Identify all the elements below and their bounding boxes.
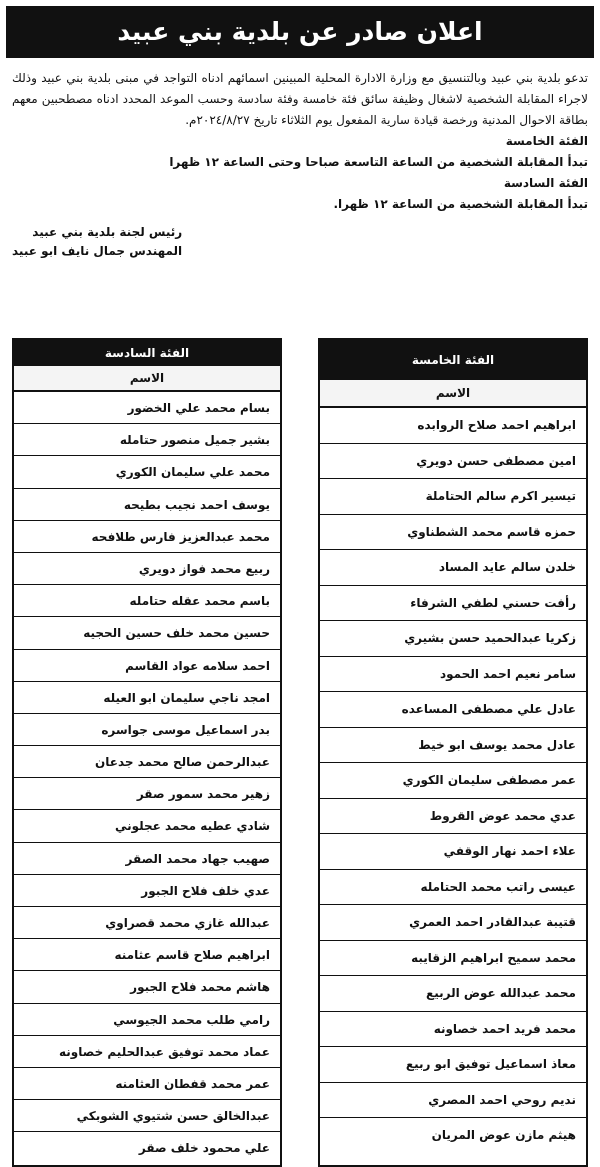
table-row: ابراهيم احمد صلاح الروابده bbox=[320, 408, 586, 444]
table-row: احمد سلامه عواد القاسم bbox=[14, 650, 280, 682]
table-row: حمزه قاسم محمد الشطناوي bbox=[320, 515, 586, 551]
table-row: عدي محمد عوض القروط bbox=[320, 799, 586, 835]
table-row: عادل علي مصطفى المساعده bbox=[320, 692, 586, 728]
table-row: شادي عطيه محمد عجلوني bbox=[14, 810, 280, 842]
table-sixth-column-header: الاسم bbox=[14, 366, 280, 392]
table-row: هيثم مازن عوض المريان bbox=[431, 1128, 576, 1142]
table-row: بشير جميل منصور حتامله bbox=[14, 424, 280, 456]
table-row: رأفت حسني لطفي الشرفاء bbox=[320, 586, 586, 622]
table-row: باسم محمد عقله حتامله bbox=[14, 585, 280, 617]
table-row: هاشم محمد فلاح الجبور bbox=[14, 971, 280, 1003]
table-row: محمد عبدالعزيز فارس طلافحه bbox=[14, 521, 280, 553]
table-row: زهير محمد سمور صقر bbox=[14, 778, 280, 810]
table-row: عدي خلف فلاح الجبور bbox=[14, 875, 280, 907]
table-row: رامي طلب محمد الجيوسي bbox=[14, 1004, 280, 1036]
table-row: معاذ اسماعيل توفيق ابو ربيع bbox=[320, 1047, 586, 1083]
table-row: عمر مصطفى سليمان الكوري bbox=[320, 763, 586, 799]
table-row: ربيع محمد فواز دويري bbox=[14, 553, 280, 585]
table-row: يوسف احمد نجيب بطيحه bbox=[14, 489, 280, 521]
table-row: صهيب جهاد محمد الصقر bbox=[14, 843, 280, 875]
table-row: امين مصطفى حسن دويري bbox=[320, 444, 586, 480]
table-row: عبدالله غازي محمد قصراوي bbox=[14, 907, 280, 939]
table-row: امجد ناجي سليمان ابو العيله bbox=[14, 682, 280, 714]
table-row: نديم روحي احمد المصري bbox=[320, 1083, 586, 1119]
table-row: عبدالخالق حسن شتيوي الشوبكي bbox=[14, 1100, 280, 1132]
table-row: محمد علي سليمان الكوري bbox=[14, 456, 280, 488]
table-row: زكريا عبدالحميد حسن بشيري bbox=[320, 621, 586, 657]
table-fifth-column-header: الاسم bbox=[320, 380, 586, 408]
table-sixth-title: الفئة السادسة bbox=[14, 340, 280, 366]
table-sixth-rows bbox=[14, 392, 280, 1165]
table-row: محمد فريد احمد خصاونه bbox=[320, 1012, 586, 1048]
table-row: علي محمود خلف صقر bbox=[138, 1141, 270, 1156]
signature-name: المهندس جمال نايف ابو عبيد bbox=[12, 244, 183, 258]
category6-label: الفئة السادسة bbox=[503, 176, 588, 190]
tables-container bbox=[12, 338, 588, 1167]
signature-block bbox=[6, 223, 594, 261]
table-row: بسام محمد علي الخضور bbox=[14, 392, 280, 424]
table-row: علاء احمد نهار الوقفي bbox=[320, 834, 586, 870]
table-row: خلدن سالم عايد المساد bbox=[320, 550, 586, 586]
signature-title: رئيس لجنة بلدية بني عبيد bbox=[32, 225, 183, 239]
table-row: قتيبة عبدالقادر احمد العمري bbox=[320, 905, 586, 941]
category6-time: تبدأ المقابلة الشخصية من الساعة ١٢ ظهرا. bbox=[333, 197, 588, 211]
table-fifth-category bbox=[318, 338, 588, 1167]
table-row: عيسى راتب محمد الحتامله bbox=[320, 870, 586, 906]
table-fifth-rows bbox=[320, 408, 586, 1154]
table-fifth-title: الفئة الخامسة bbox=[320, 340, 586, 380]
table-row: ابراهيم صلاح قاسم عثامنه bbox=[14, 939, 280, 971]
announcement-headline: اعلان صادر عن بلدية بني عبيد bbox=[6, 6, 594, 58]
table-row: عادل محمد يوسف ابو خيط bbox=[320, 728, 586, 764]
table-row: عبدالرحمن صالح محمد جدعان bbox=[14, 746, 280, 778]
table-row: عماد محمد توفيق عبدالحليم خصاونه bbox=[14, 1036, 280, 1068]
table-row: محمد عبدالله عوض الربيع bbox=[320, 976, 586, 1012]
table-sixth-category bbox=[12, 338, 282, 1167]
table-row: محمد سميح ابراهيم الزقايبه bbox=[320, 941, 586, 977]
table-row: تيسير اكرم سالم الحتاملة bbox=[320, 479, 586, 515]
announcement-body bbox=[6, 68, 594, 215]
table-row: عمر محمد قفطان العثامنه bbox=[14, 1068, 280, 1100]
announcement-paragraph: تدعو بلدية بني عبيد وبالتنسيق مع وزارة الادارة المحلية المبينين اسمائهم ادناه التواجد في مبنى بلدية بني عبيد وذلك لاجراء المقابلة الشخصية لاشغال وظيفة سائق فئة خامسة وفئة سادسة وحسب الموعد المحدد ادناه مصطحبين معهم بطاقة الاحوال المدنية ورخصة قيادة سارية المفعول يوم الثلاثاء تاريخ ٢٠٢٤/٨/٢٧م. bbox=[12, 71, 588, 127]
table-row: سامر نعيم احمد الحمود bbox=[320, 657, 586, 693]
category5-time: تبدأ المقابلة الشخصية من الساعة التاسعة صباحا وحتى الساعة ١٢ ظهرا bbox=[169, 155, 588, 169]
table-row: بدر اسماعيل موسى جواسره bbox=[14, 714, 280, 746]
category5-label: الفئة الخامسة bbox=[505, 134, 588, 148]
table-row: حسين محمد خلف حسين الحجيه bbox=[14, 617, 280, 649]
